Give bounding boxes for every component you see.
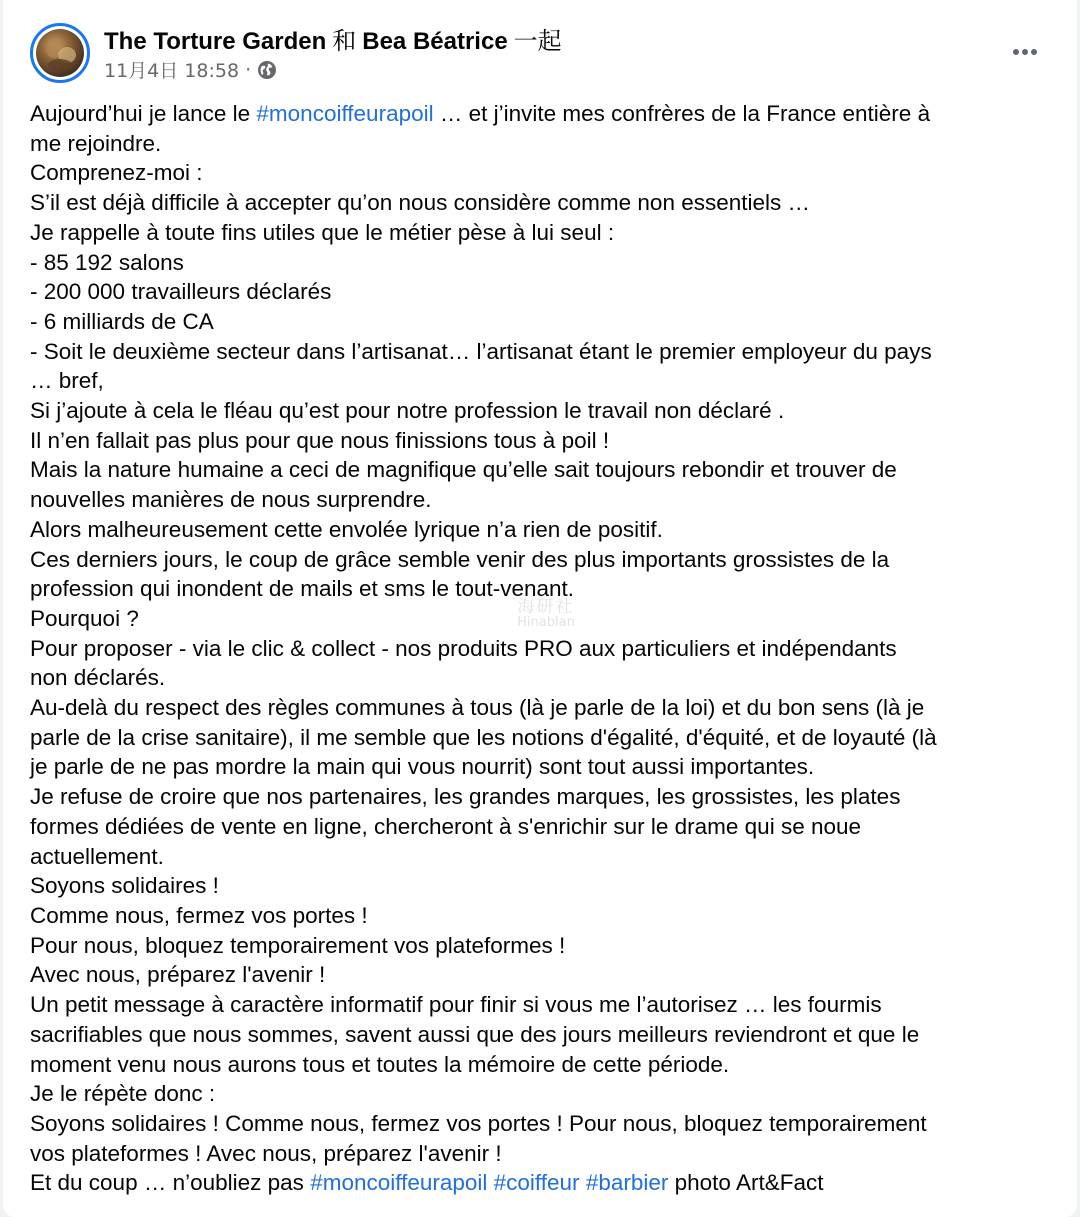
post-line <box>30 1109 1055 1139</box>
post-line <box>30 158 1055 188</box>
post-line <box>30 426 1055 456</box>
post-line-text: moment venu nous aurons tous et toutes la mémoire de cette période. <box>30 1051 730 1077</box>
post-line <box>30 1079 1055 1109</box>
post-line <box>30 1139 1055 1169</box>
post-line <box>30 871 1055 901</box>
with-label: 和 <box>332 28 357 55</box>
post-timestamp[interactable]: 11月4日 18:58 <box>104 60 240 82</box>
post-line-text: … et j’invite mes confrères de la France entière à <box>433 101 931 126</box>
post-line <box>30 842 1055 872</box>
more-options-dot <box>1031 49 1037 55</box>
post-line-text: photo Art&Fact <box>668 1170 824 1196</box>
post-line <box>30 218 1055 248</box>
post-line <box>30 485 1055 515</box>
post-line-text: formes dédiées de vente en ligne, chercheront à s'enrichir sur le drame qui se noue <box>30 813 862 839</box>
post-line-text: Mais la nature humaine a ceci de magnifique qu’elle sait toujours rebondir et trouver de <box>30 457 897 483</box>
hashtag-link[interactable]: #moncoiffeurapoil <box>256 101 434 126</box>
post-line <box>30 248 1055 278</box>
hashtag-link[interactable]: #coiffeur <box>493 1170 580 1196</box>
post-line-text: Et du coup … n’oubliez pas <box>30 1170 311 1196</box>
post-line <box>30 515 1055 545</box>
post-line-text: - 200 000 travailleurs déclarés <box>30 279 332 305</box>
post-line <box>30 99 1055 129</box>
post-line <box>30 1168 1055 1198</box>
post-line <box>30 634 1055 664</box>
post-line <box>30 723 1055 753</box>
more-options-button[interactable] <box>1005 35 1045 69</box>
post-line-text: Il n’en fallait pas plus pour que nous finissions tous à poil ! <box>30 427 610 453</box>
post-line <box>30 129 1055 159</box>
post-line <box>30 574 1055 604</box>
author-name[interactable]: The Torture Garden <box>104 28 327 55</box>
post-line <box>30 990 1055 1020</box>
post-line-text: parle de la crise sanitaire), il me semble que les notions d'égalité, d'équité, et de loyauté (là <box>30 724 937 750</box>
post-line-text: profession qui inondent de mails et sms le tout-venant. <box>30 576 575 602</box>
post-line-text: Soyons solidaires ! <box>30 873 219 899</box>
post-line-text: Comprenez-moi : <box>30 160 203 186</box>
hashtag-link[interactable]: #moncoiffeurapoil <box>310 1170 488 1196</box>
post-line-text: Comme nous, fermez vos portes ! <box>30 902 368 928</box>
post-line-text: Avec nous, préparez l'avenir ! <box>30 962 326 988</box>
watermark-logo-text: 海研社 <box>517 597 575 617</box>
post-line <box>30 782 1055 812</box>
post-line-text: Au-delà du respect des règles communes à tous (là je parle de la loi) et du bon sens (là je <box>30 695 925 721</box>
post-line-text: - 6 milliards de CA <box>30 308 214 334</box>
post-line-text: … bref, <box>30 368 104 394</box>
post-line-text: - Soit le deuxième secteur dans l’artisanat… l’artisanat étant le premier employeur du pays <box>30 338 932 364</box>
profile-photo-icon <box>36 29 84 77</box>
avatar-image <box>36 29 84 77</box>
post-line-text: Pourquoi ? <box>30 605 139 631</box>
post-line-text: Un petit message à caractère informatif pour finir si vous me l’autorisez … les fourmis <box>30 992 882 1018</box>
post-line <box>30 1020 1055 1050</box>
post-line <box>30 337 1055 367</box>
post-line <box>30 752 1055 782</box>
post-line-text: je parle de ne pas mordre la main qui vous nourrit) sont tout aussi importantes. <box>30 754 815 780</box>
post-line <box>30 693 1055 723</box>
post-line <box>30 545 1055 575</box>
post-line-text: Soyons solidaires ! Comme nous, fermez vos portes ! Pour nous, bloquez temporairement <box>30 1110 927 1136</box>
post-line-text: Aujourd’hui je lance le <box>30 101 257 126</box>
post-card <box>3 0 1077 1217</box>
post-line-text: Pour nous, bloquez temporairement vos plateformes ! <box>30 932 566 958</box>
post-line-text: non déclarés. <box>30 665 166 691</box>
post-line-text: Je rappelle à toute fins utiles que le métier pèse à lui seul : <box>30 219 615 245</box>
post-text <box>30 99 1055 1198</box>
post-line-text: sacrifiables que nous sommes, savent aussi que des jours meilleurs reviendront et que le <box>30 1021 920 1047</box>
post-line <box>30 931 1055 961</box>
post-line-text: Pour proposer - via le clic & collect - nos produits PRO aux particuliers et indépendants <box>30 635 897 661</box>
post-line-text: actuellement. <box>30 843 164 869</box>
more-options-dot <box>1013 49 1019 55</box>
post-line <box>30 812 1055 842</box>
post-line-text: - 85 192 salons <box>30 249 184 275</box>
post-line <box>30 396 1055 426</box>
post-line <box>30 604 1055 634</box>
more-options-dot <box>1022 49 1028 55</box>
meta-separator: · <box>245 58 252 81</box>
post-meta <box>104 56 277 83</box>
post-line-text: Ces derniers jours, le coup de grâce semble venir des plus importants grossistes de la <box>30 546 890 572</box>
tagged-name[interactable]: Bea Béatrice <box>362 28 508 55</box>
post-line-text: Je refuse de croire que nos partenaires, les grandes marques, les grossistes, les plates <box>30 784 901 810</box>
avatar[interactable] <box>30 23 90 83</box>
hashtag-link[interactable]: #barbier <box>585 1170 669 1196</box>
post-line <box>30 901 1055 931</box>
post-line-text: Alors malheureusement cette envolée lyrique n’a rien de positif. <box>30 516 663 542</box>
post-header-title <box>104 21 562 56</box>
together-label: 一起 <box>513 28 562 55</box>
post-line-text: S’il est déjà difficile à accepter qu’on nous considère comme non essentiels … <box>30 190 811 216</box>
post-line <box>30 1050 1055 1080</box>
post-line <box>30 277 1055 307</box>
post-line-text: nouvelles manières de nous surprendre. <box>30 487 432 513</box>
post-line <box>30 960 1055 990</box>
post-line <box>30 455 1055 485</box>
globe-icon[interactable] <box>257 60 277 80</box>
post-line <box>30 307 1055 337</box>
post-line <box>30 188 1055 218</box>
post-line-text: me rejoindre. <box>30 130 162 156</box>
post-line-text: Si j’ajoute à cela le fléau qu’est pour notre profession le travail non déclaré . <box>30 398 785 424</box>
post-line-text: vos plateformes ! Avec nous, préparez l'avenir ! <box>30 1140 502 1166</box>
post-line-text: Je le répète donc : <box>30 1081 216 1107</box>
post-line <box>30 663 1055 693</box>
post-line <box>30 366 1055 396</box>
watermark-subtext: Hinablan <box>517 615 575 630</box>
